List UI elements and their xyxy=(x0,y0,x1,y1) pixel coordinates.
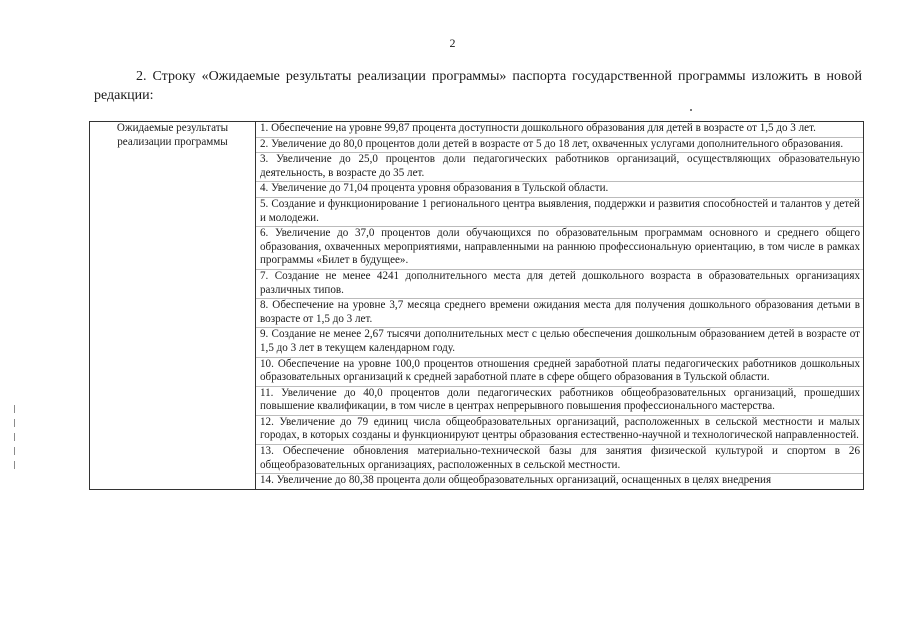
list-item: 3. Увеличение до 25,0 процентов доли педагогических работников организаций, осуществляющих образовательную деятельность, в возрасте до 35 лет. xyxy=(256,152,863,181)
list-item: 12. Увеличение до 79 единиц числа общеобразовательных организаций, расположенных в сельской местности и малых городах, в которых созданы и функционируют центры образования естественно-научной и технологической направленностей. xyxy=(256,415,863,444)
list-item: 2. Увеличение до 80,0 процентов доли детей в возрасте от 5 до 18 лет, охваченных услугами дополнительного образования. xyxy=(256,137,863,153)
list-item: 10. Обеспечение на уровне 100,0 процентов отношения средней заработной платы педагогических работников дошкольных образовательных организаций к средней заработной плате в сфере общего образования в Тульской области. xyxy=(256,357,863,386)
margin-marks xyxy=(12,405,18,475)
list-item: 13. Обеспечение обновления материально-технической базы для занятия физической культурой и спортом в 26 общеобразовательных организациях, расположенных в сельской местности. xyxy=(256,444,863,473)
list-item: 4. Увеличение до 71,04 процента уровня образования в Тульской области. xyxy=(256,181,863,197)
list-item: 8. Обеспечение на уровне 3,7 месяца среднего времени ожидания места для получения дошкольного образования детьми в возрасте от 1,5 до 3 лет. xyxy=(256,298,863,327)
list-item: 6. Увеличение до 37,0 процентов доли обучающихся по образовательным программам основного и среднего общего образования, охваченных мероприятиями, направленными на раннюю профессиональную ориентацию, в том числе в рамках программы «Билет в будущее». xyxy=(256,226,863,269)
page-bottom-margin xyxy=(0,569,905,640)
expected-results-table xyxy=(89,121,864,490)
list-item: 9. Создание не менее 2,67 тысячи дополнительных мест с целью обеспечения дошкольным образованием детей в возрасте от 1,5 до 3 лет в текущем календарном году. xyxy=(256,327,863,356)
results-list-cell xyxy=(256,122,864,490)
scan-speck xyxy=(690,109,692,111)
intro-paragraph: 2. Строку «Ожидаемые результаты реализации программы» паспорта государственной программы изложить в новой редакции: xyxy=(94,69,862,103)
list-item: 11. Увеличение до 40,0 процентов доли педагогических работников общеобразовательных организаций, прошедших повышение квалификации, в том числе в центрах непрерывного повышения профессионального мастерства. xyxy=(256,386,863,415)
page-number: 2 xyxy=(449,36,456,50)
list-item: 7. Создание не менее 4241 дополнительного места для детей дошкольного возраста в образовательных организациях различных типов. xyxy=(256,269,863,298)
row-label-cell: Ожидаемые результаты реализации программы xyxy=(90,122,256,490)
list-item: 1. Обеспечение на уровне 99,87 процента доступности дошкольного образования для детей в возрасте от 1,5 до 3 лет. xyxy=(260,122,816,134)
table-row xyxy=(90,122,864,490)
list-item: 14. Увеличение до 80,38 процента доли общеобразовательных организаций, оснащенных в целях внедрения xyxy=(256,473,863,489)
list-item: 5. Создание и функционирование 1 регионального центра выявления, поддержки и развития способностей и талантов у детей и молодежи. xyxy=(256,197,863,226)
